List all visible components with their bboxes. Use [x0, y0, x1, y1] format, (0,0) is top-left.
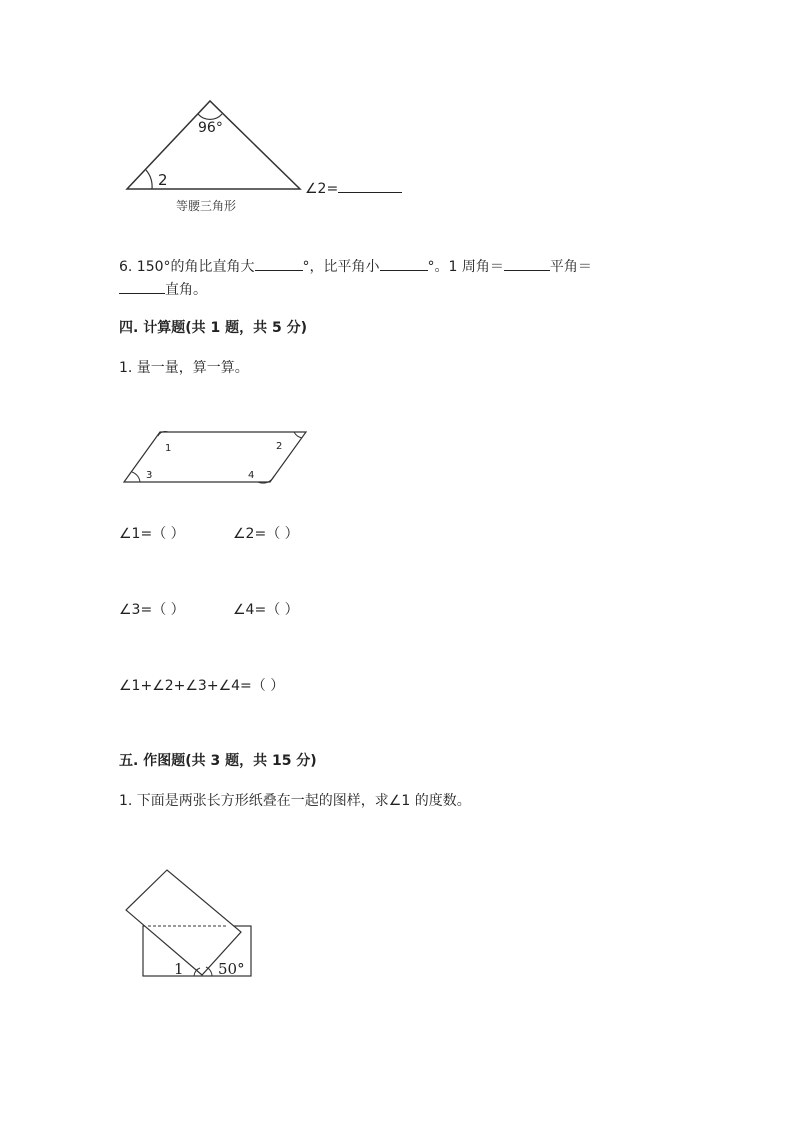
angle3-arc — [132, 472, 140, 482]
q6-text-e: 直角。 — [165, 282, 207, 298]
q6-text-d: 平角＝ — [549, 259, 592, 275]
figure-angle50-label: 50° — [218, 960, 245, 978]
section4-q1-prompt: 1. 量一量，算一算。 — [119, 360, 249, 376]
answer-angle4[interactable]: ∠4=（ ） — [233, 602, 299, 618]
figure-angle1-label: 1 — [174, 960, 184, 978]
angle1-label: 1 — [165, 443, 172, 454]
section4-heading: 四. 计算题(共 1 题，共 5 分) — [119, 320, 307, 336]
q6-blank-1[interactable] — [255, 256, 303, 271]
angle3-label: 3 — [146, 470, 153, 481]
q6-text-b: °，比平角小 — [302, 259, 380, 275]
overlapping-rectangles-figure — [118, 862, 258, 982]
q6-blank-4[interactable] — [119, 279, 165, 294]
angle2-blank[interactable] — [338, 178, 402, 193]
top-angle-label: 96° — [198, 120, 223, 136]
left-angle-label: 2 — [158, 171, 168, 189]
triangle-outline — [127, 101, 300, 189]
q6-blank-2[interactable] — [380, 256, 428, 271]
section5-q1-prompt: 1. 下面是两张长方形纸叠在一起的图样，求∠1 的度数。 — [119, 793, 471, 809]
q6-text-a: 6. 150°的角比直角大 — [119, 259, 255, 275]
angle2-answer — [305, 178, 402, 200]
q6-blank-3[interactable] — [504, 256, 550, 271]
answer-angle1[interactable]: ∠1=（ ） — [119, 526, 185, 542]
isosceles-triangle-figure — [118, 96, 318, 220]
q6-text-c: °。1 周角＝ — [427, 259, 504, 275]
angle2-label: ∠2= — [305, 181, 339, 197]
angle4-label: 4 — [248, 470, 255, 481]
q6-line1 — [119, 256, 592, 278]
answer-angle-sum[interactable]: ∠1+∠2+∠3+∠4=（ ） — [119, 678, 285, 694]
angle2-label: 2 — [276, 441, 283, 452]
parallelogram-figure — [118, 426, 312, 488]
triangle-caption: 等腰三角形 — [176, 199, 237, 213]
top-angle-arc — [198, 114, 222, 119]
section5-heading: 五. 作图题(共 3 题，共 15 分) — [119, 753, 317, 769]
q6-line2 — [119, 279, 207, 301]
angle2-arc — [294, 432, 302, 438]
left-angle-arc — [146, 170, 152, 189]
answer-angle2[interactable]: ∠2=（ ） — [233, 526, 299, 542]
answer-angle3[interactable]: ∠3=（ ） — [119, 602, 185, 618]
